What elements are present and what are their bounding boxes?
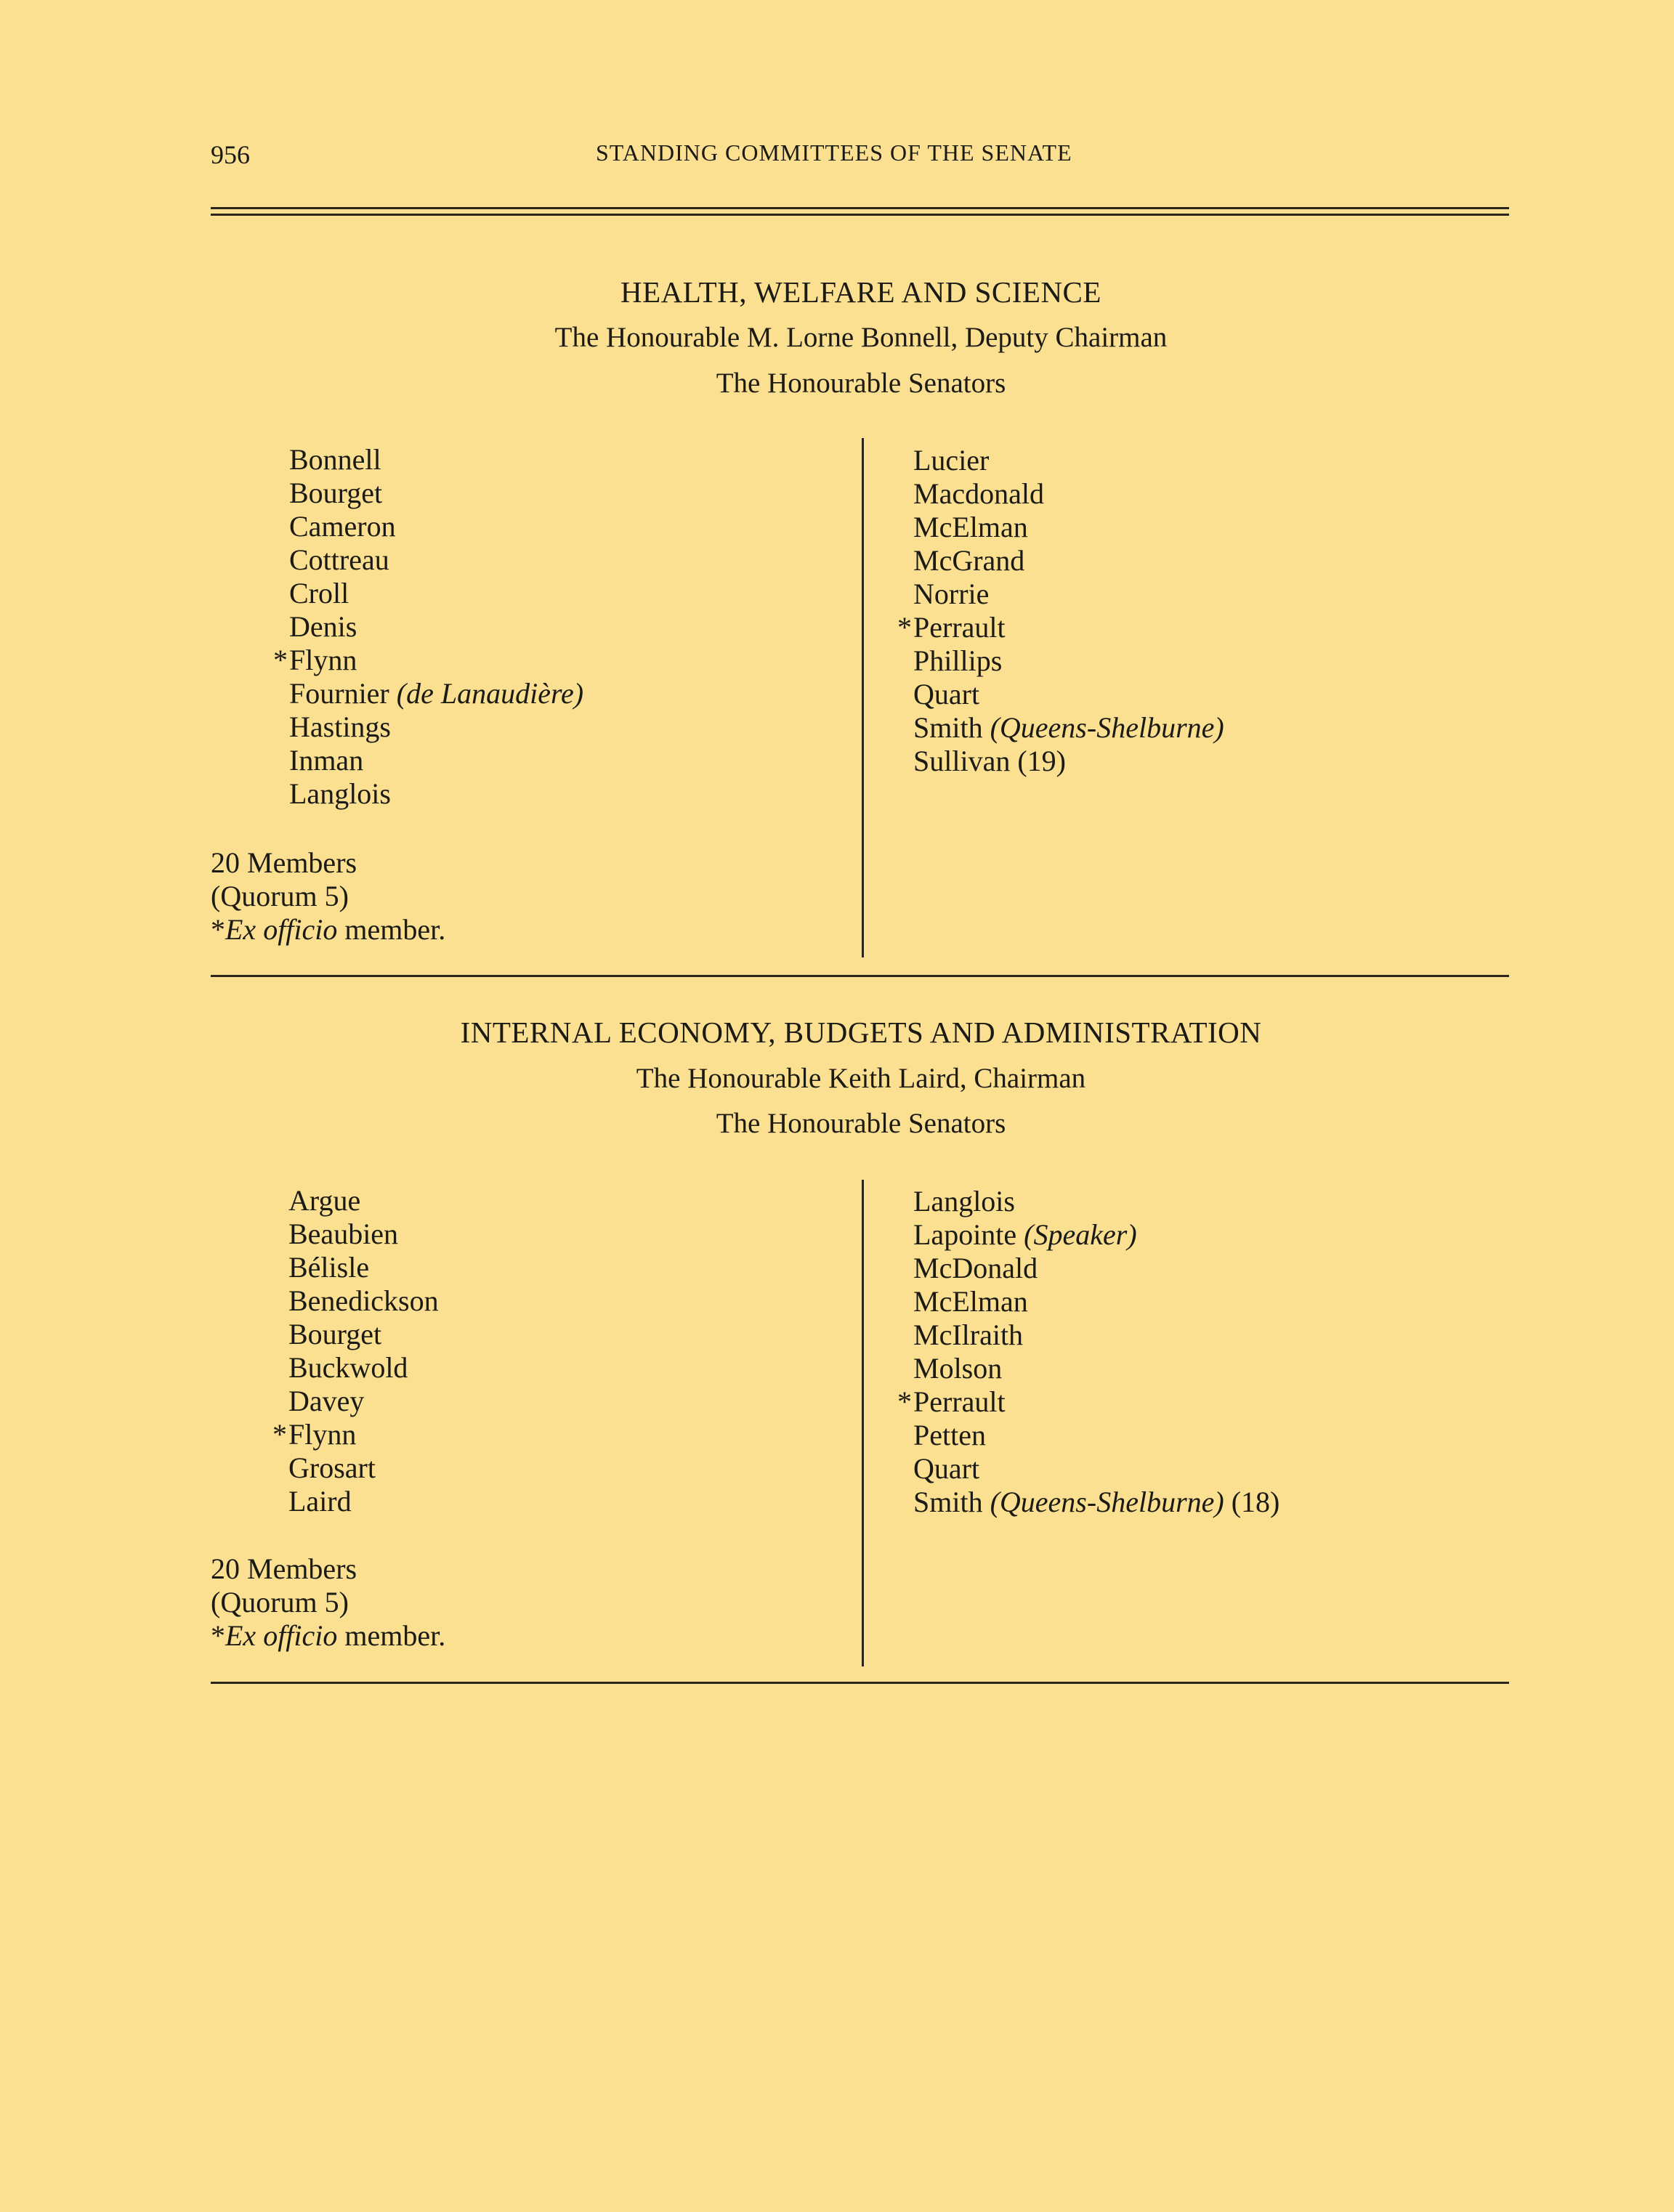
- committee-chair: The Honourable M. Lorne Bonnell, Deputy Chairman: [554, 322, 1168, 353]
- member-name: Benedickson: [288, 1284, 439, 1317]
- member-name: Grosart: [288, 1451, 376, 1484]
- committee-chair: The Honourable Keith Laird, Chairman: [636, 1063, 1086, 1094]
- header-double-rule: [211, 207, 1509, 216]
- member-name: Sullivan (19): [913, 745, 1066, 777]
- senators-label: The Honourable Senators: [716, 1108, 1006, 1139]
- quorum: (Quorum 5): [211, 1586, 349, 1619]
- ex-officio-note: *Ex officio member.: [211, 1619, 446, 1652]
- member-count: 20 Members: [211, 846, 357, 879]
- member-name: Norrie: [913, 578, 990, 610]
- member-name: Phillips: [913, 644, 1003, 677]
- member-name: Laird: [288, 1485, 352, 1518]
- member-name: McGrand: [913, 544, 1025, 577]
- member-name: Bélisle: [288, 1251, 370, 1284]
- member-name: Bourget: [288, 1318, 382, 1350]
- bottom-rule: [211, 1682, 1509, 1684]
- member-name: McIlraith: [913, 1318, 1024, 1351]
- member-name: McElman: [913, 1285, 1028, 1318]
- member-name: Bourget: [289, 477, 383, 509]
- member-name: Davey: [288, 1385, 365, 1417]
- page-number: 956: [211, 140, 250, 169]
- member-name: Smith (Queens-Shelburne) (18): [913, 1486, 1280, 1518]
- member-name: *Flynn: [272, 1418, 357, 1451]
- member-name: Quart: [913, 678, 980, 710]
- member-name: Lucier: [913, 444, 990, 477]
- member-name: Cameron: [289, 510, 396, 543]
- member-name: Buckwold: [288, 1351, 408, 1384]
- member-name: Argue: [288, 1184, 361, 1217]
- member-name: Petten: [913, 1419, 986, 1451]
- member-name: Smith (Queens-Shelburne): [913, 711, 1224, 744]
- member-name: Bonnell: [289, 443, 381, 476]
- member-count: 20 Members: [211, 1552, 357, 1585]
- members-right-column: [897, 1185, 1280, 1519]
- member-name: Langlois: [913, 1185, 1015, 1218]
- running-title: STANDING COMMITTEES OF THE SENATE: [596, 139, 1072, 166]
- member-name: Inman: [289, 744, 364, 777]
- member-name: Molson: [913, 1352, 1003, 1385]
- member-name: *Flynn: [273, 644, 357, 676]
- member-name: Lapointe (Speaker): [913, 1218, 1137, 1251]
- member-name: Quart: [913, 1452, 980, 1485]
- column-divider: [862, 1180, 864, 1666]
- senators-label: The Honourable Senators: [716, 368, 1006, 399]
- members-left-column: [273, 443, 584, 811]
- committee-title: HEALTH, WELFARE AND SCIENCE: [620, 275, 1101, 309]
- member-name: Denis: [289, 610, 357, 643]
- ex-officio-note: *Ex officio member.: [211, 913, 446, 946]
- quorum: (Quorum 5): [211, 880, 349, 912]
- member-name: Macdonald: [913, 477, 1044, 510]
- committee-footer: [211, 1552, 445, 1653]
- committee-footer: [211, 846, 445, 947]
- member-name: McDonald: [913, 1252, 1038, 1284]
- column-divider: [862, 438, 864, 957]
- member-name: McElman: [913, 511, 1028, 543]
- member-name: Fournier (de Lanaudière): [289, 677, 584, 710]
- section-rule: [211, 975, 1509, 977]
- member-name: Croll: [289, 577, 349, 609]
- member-name: Beaubien: [288, 1218, 399, 1250]
- members-right-column: [897, 444, 1224, 778]
- member-name: *Perrault: [897, 1385, 1006, 1418]
- member-name: *Perrault: [897, 611, 1006, 644]
- member-name: Hastings: [289, 710, 391, 743]
- member-name: Langlois: [289, 777, 391, 810]
- member-name: Cottreau: [289, 543, 389, 576]
- committee-title: INTERNAL ECONOMY, BUDGETS AND ADMINISTRATION: [460, 1016, 1262, 1049]
- members-left-column: [272, 1184, 439, 1518]
